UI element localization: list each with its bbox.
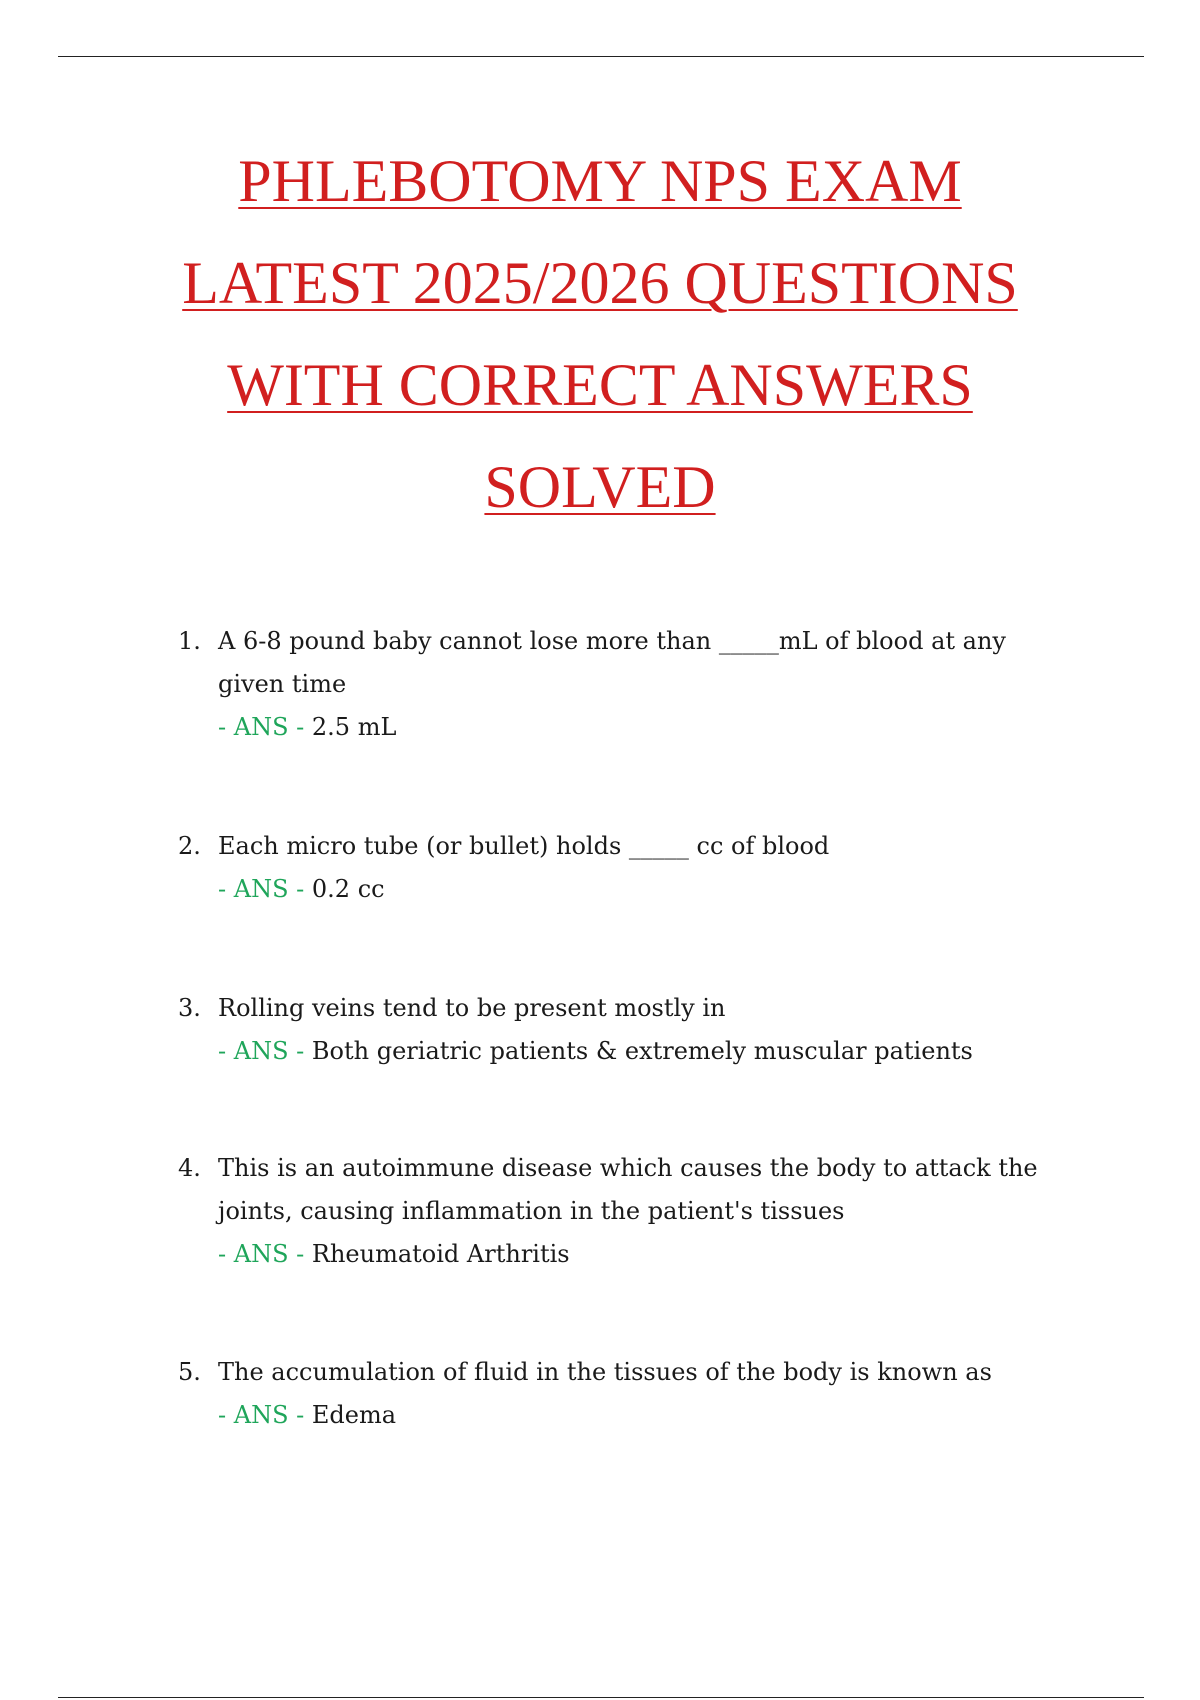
title-line: LATEST 2025/2026 QUESTIONS	[182, 250, 1018, 316]
answer-text: Rheumatoid Arthritis	[311, 1240, 570, 1268]
answer-label: ANS	[233, 713, 289, 741]
question-text: Rolling veins tend to be present mostly in	[218, 994, 726, 1022]
question-number: 1.	[178, 627, 201, 655]
answer-label: ANS	[233, 1240, 289, 1268]
answer-line: - ANS - 0.2 cc	[218, 875, 385, 903]
question-number: 4.	[178, 1154, 201, 1182]
question-text: This is an autoimmune disease which causes the body to attack the joints, causing inflammation in the patient's tissues	[218, 1154, 1038, 1225]
answer-label: ANS	[233, 875, 289, 903]
answer-line: - ANS - Both geriatric patients & extremely muscular patients	[218, 1037, 973, 1065]
question-item	[178, 987, 1078, 1073]
question-text: The accumulation of fluid in the tissues of the body is known as	[218, 1358, 992, 1386]
answer-text: Edema	[311, 1401, 397, 1429]
answer-line: - ANS - 2.5 mL	[218, 713, 397, 741]
question-text: A 6-8 pound baby cannot lose more than _____mL of blood at any given time	[218, 627, 1006, 698]
title-line: PHLEBOTOMY NPS EXAM	[238, 148, 962, 214]
question-item	[178, 1351, 1078, 1437]
title-line: SOLVED	[484, 454, 716, 520]
question-item	[178, 825, 1078, 911]
question-text: Each micro tube (or bullet) holds _____ cc of blood	[218, 832, 830, 860]
question-number: 2.	[178, 832, 201, 860]
answer-label: ANS	[233, 1401, 289, 1429]
answer-line: - ANS - Edema	[218, 1401, 397, 1429]
question-item	[178, 620, 1078, 749]
answer-text: Both geriatric patients & extremely muscular patients	[311, 1037, 973, 1065]
top-rule	[58, 56, 1144, 57]
answer-text: 0.2 cc	[311, 875, 385, 903]
answer-text: 2.5 mL	[311, 713, 397, 741]
question-item	[178, 1147, 1078, 1276]
title-line: WITH CORRECT ANSWERS	[227, 352, 973, 418]
question-number: 3.	[178, 994, 201, 1022]
document-title	[100, 130, 1100, 538]
bottom-rule	[58, 1697, 1144, 1698]
question-number: 5.	[178, 1358, 201, 1386]
answer-label: ANS	[233, 1037, 289, 1065]
answer-line: - ANS - Rheumatoid Arthritis	[218, 1240, 570, 1268]
